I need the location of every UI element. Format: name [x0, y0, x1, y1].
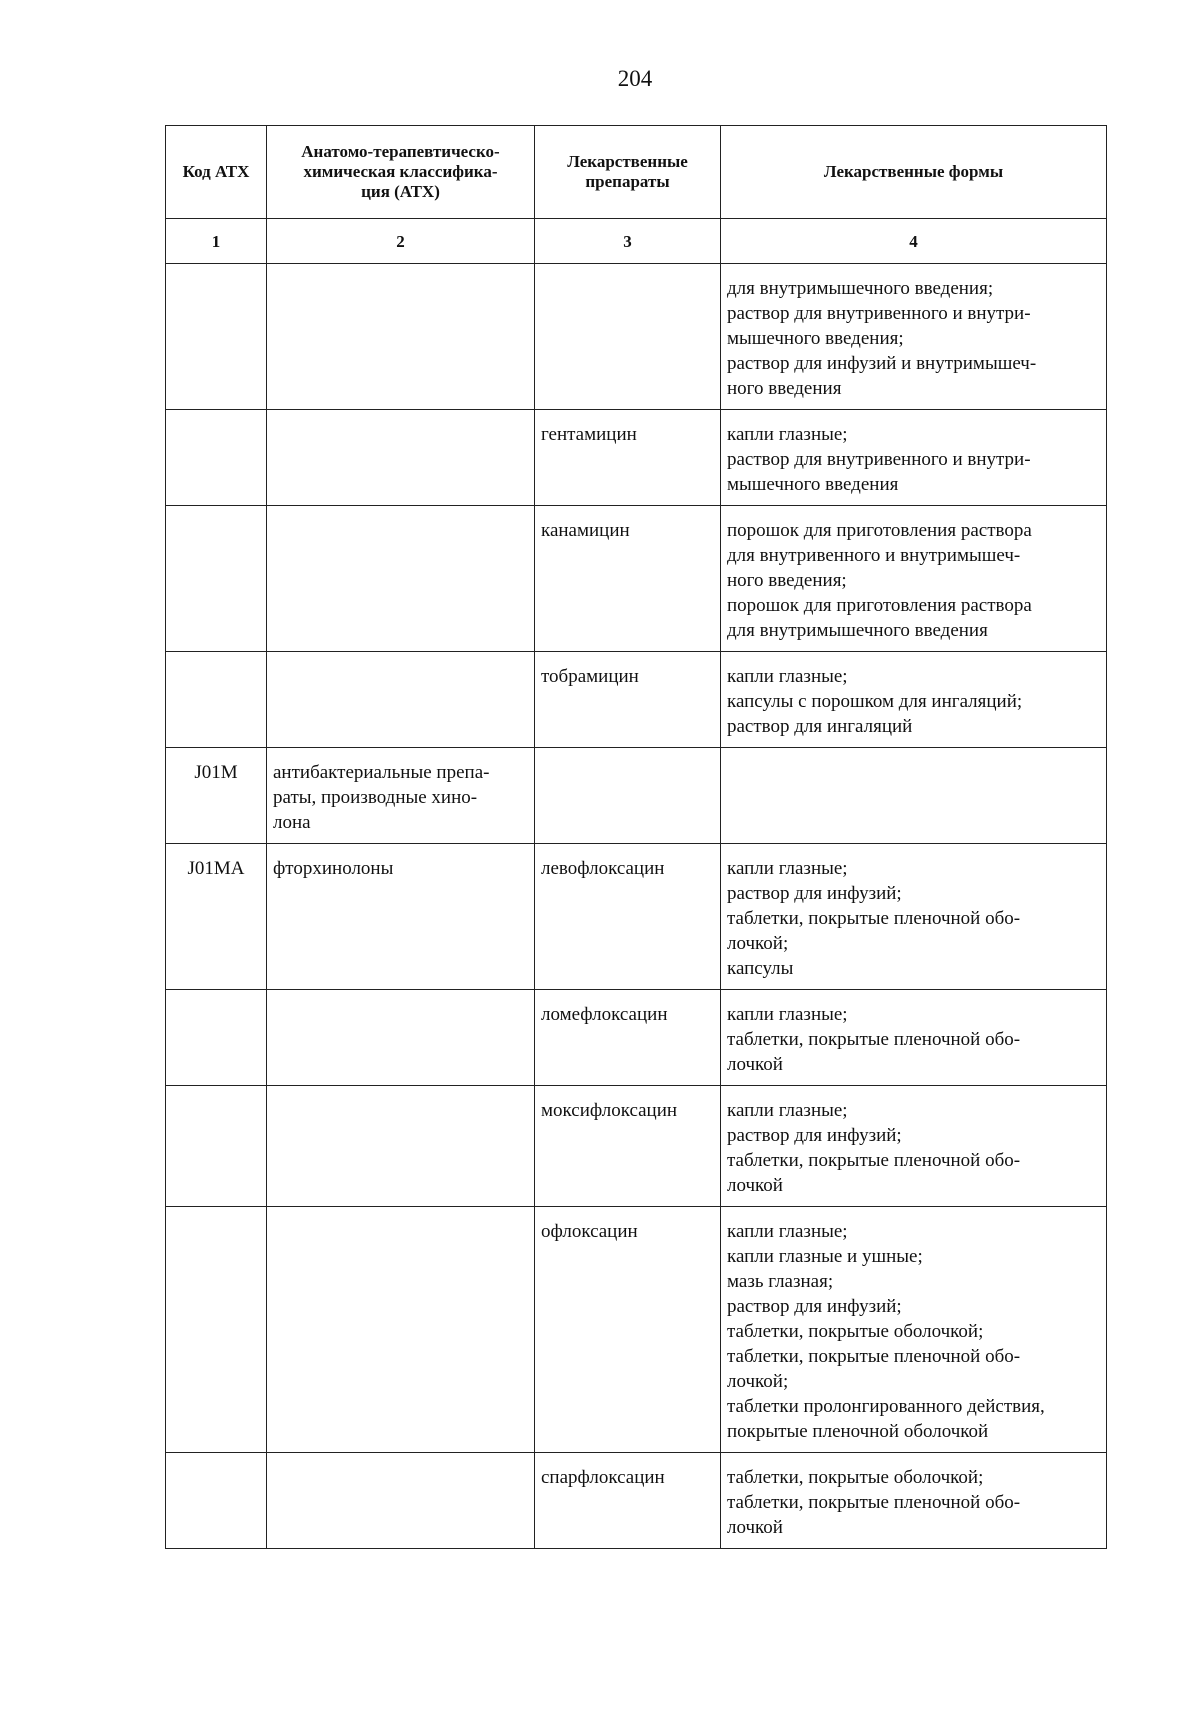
- dosage-form-line: таблетки пролонгированного действия,: [727, 1396, 1045, 1417]
- dosage-form-line: таблетки, покрытые пленочной обо-: [727, 1346, 1021, 1367]
- cell-dosage-forms: [721, 264, 1107, 410]
- table-body: [166, 264, 1107, 1549]
- cell-drug: канамицин: [535, 506, 721, 652]
- cell-code-atx: [166, 506, 267, 652]
- cell-dosage-forms: [721, 1207, 1107, 1453]
- dosage-form-line: для внутримышечного введения: [727, 620, 988, 641]
- dosage-form-line: раствор для внутривенного и внутри-: [727, 449, 1031, 470]
- cell-code-atx: [166, 1086, 267, 1207]
- cell-drug: гентамицин: [535, 410, 721, 506]
- table-row: [166, 1207, 1107, 1453]
- header-line: химическая классифика-: [303, 162, 498, 181]
- cell-classification: [267, 990, 535, 1086]
- dosage-form-line: капли глазные;: [727, 666, 848, 687]
- dosage-form-line: раствор для инфузий;: [727, 883, 902, 904]
- table-row: [166, 506, 1107, 652]
- classification-line: раты, производные хино-: [273, 787, 478, 808]
- table-row: [166, 410, 1107, 506]
- dosage-form-line: раствор для инфузий;: [727, 1296, 902, 1317]
- dosage-form-line: капли глазные;: [727, 424, 848, 445]
- dosage-form-line: таблетки, покрытые оболочкой;: [727, 1467, 984, 1488]
- cell-code-atx: J01M: [166, 748, 267, 844]
- dosage-form-line: ного введения;: [727, 570, 847, 591]
- atx-drug-table: [165, 125, 1107, 1549]
- dosage-form-line: порошок для приготовления раствора: [727, 520, 1032, 541]
- dosage-form-line: капли глазные и ушные;: [727, 1246, 923, 1267]
- dosage-form-line: лочкой: [727, 1175, 783, 1196]
- cell-drug: офлоксацин: [535, 1207, 721, 1453]
- cell-drug: [535, 748, 721, 844]
- cell-drug: спарфлоксацин: [535, 1453, 721, 1549]
- header-line: препараты: [585, 172, 670, 191]
- table-row: [166, 264, 1107, 410]
- table-row: [166, 844, 1107, 990]
- cell-classification: [267, 1453, 535, 1549]
- dosage-form-line: мышечного введения: [727, 474, 899, 495]
- dosage-form-line: капли глазные;: [727, 1100, 848, 1121]
- cell-drug: моксифлоксацин: [535, 1086, 721, 1207]
- cell-dosage-forms: [721, 410, 1107, 506]
- header-line: ция (АТХ): [361, 182, 440, 201]
- cell-code-atx: J01MA: [166, 844, 267, 990]
- cell-drug: тобрамицин: [535, 652, 721, 748]
- table-row: [166, 652, 1107, 748]
- dosage-form-line: таблетки, покрытые пленочной обо-: [727, 1492, 1021, 1513]
- dosage-form-line: капсулы: [727, 958, 794, 979]
- cell-drug: левофлоксацин: [535, 844, 721, 990]
- classification-line: антибактериальные препа-: [273, 762, 490, 783]
- dosage-form-line: таблетки, покрытые пленочной обо-: [727, 908, 1021, 929]
- header-line: Лекарственные: [567, 152, 688, 171]
- cell-classification: [267, 844, 535, 990]
- cell-classification: [267, 506, 535, 652]
- dosage-form-line: порошок для приготовления раствора: [727, 595, 1032, 616]
- dosage-form-line: раствор для инфузий и внутримышеч-: [727, 353, 1037, 374]
- header-code-atx: [166, 126, 267, 219]
- cell-code-atx: [166, 1207, 267, 1453]
- header-classification: [267, 126, 535, 219]
- dosage-form-line: лочкой;: [727, 1371, 789, 1392]
- dosage-form-line: капли глазные;: [727, 1221, 848, 1242]
- cell-dosage-forms: [721, 652, 1107, 748]
- dosage-form-line: раствор для внутривенного и внутри-: [727, 303, 1031, 324]
- dosage-form-line: для внутривенного и внутримышеч-: [727, 545, 1021, 566]
- cell-dosage-forms: [721, 748, 1107, 844]
- cell-dosage-forms: [721, 990, 1107, 1086]
- page-number: 204: [617, 66, 653, 91]
- dosage-form-line: мазь глазная;: [727, 1271, 834, 1292]
- header-line: Код АТХ: [182, 162, 250, 181]
- cell-drug: [535, 264, 721, 410]
- classification-line: фторхинолоны: [273, 858, 394, 879]
- cell-drug: ломефлоксацин: [535, 990, 721, 1086]
- table-row: [166, 990, 1107, 1086]
- dosage-form-line: для внутримышечного введения;: [727, 278, 994, 299]
- header-row: [166, 126, 1107, 219]
- table-row: [166, 1453, 1107, 1549]
- header-line: Лекарственные формы: [823, 162, 1004, 181]
- column-number: 4: [721, 219, 1107, 264]
- cell-code-atx: [166, 990, 267, 1086]
- cell-dosage-forms: [721, 844, 1107, 990]
- header-line: Анатомо-терапевтическо-: [301, 142, 500, 161]
- column-number: 3: [535, 219, 721, 264]
- header-drugs: [535, 126, 721, 219]
- dosage-form-line: таблетки, покрытые пленочной обо-: [727, 1150, 1021, 1171]
- cell-classification: [267, 748, 535, 844]
- cell-code-atx: [166, 652, 267, 748]
- table-row: [166, 748, 1107, 844]
- column-number-row: [166, 219, 1107, 264]
- dosage-form-line: ного введения: [727, 378, 842, 399]
- cell-classification: [267, 1207, 535, 1453]
- dosage-form-line: таблетки, покрытые пленочной обо-: [727, 1029, 1021, 1050]
- dosage-form-line: капсулы с порошком для ингаляций;: [727, 691, 1023, 712]
- cell-code-atx: [166, 1453, 267, 1549]
- cell-code-atx: [166, 264, 267, 410]
- header-dosage-forms: [721, 126, 1107, 219]
- dosage-form-line: лочкой: [727, 1517, 783, 1538]
- dosage-form-line: раствор для инфузий;: [727, 1125, 902, 1146]
- cell-classification: [267, 264, 535, 410]
- dosage-form-line: раствор для ингаляций: [727, 716, 913, 737]
- dosage-form-line: покрытые пленочной оболочкой: [727, 1421, 989, 1442]
- cell-classification: [267, 1086, 535, 1207]
- dosage-form-line: лочкой: [727, 1054, 783, 1075]
- column-number: 2: [267, 219, 535, 264]
- cell-classification: [267, 652, 535, 748]
- table-row: [166, 1086, 1107, 1207]
- cell-dosage-forms: [721, 506, 1107, 652]
- column-number: 1: [166, 219, 267, 264]
- dosage-form-line: мышечного введения;: [727, 328, 904, 349]
- cell-classification: [267, 410, 535, 506]
- dosage-form-line: капли глазные;: [727, 1004, 848, 1025]
- classification-line: лона: [273, 812, 311, 833]
- cell-dosage-forms: [721, 1086, 1107, 1207]
- dosage-form-line: таблетки, покрытые оболочкой;: [727, 1321, 984, 1342]
- dosage-form-line: лочкой;: [727, 933, 789, 954]
- cell-dosage-forms: [721, 1453, 1107, 1549]
- dosage-form-line: капли глазные;: [727, 858, 848, 879]
- cell-code-atx: [166, 410, 267, 506]
